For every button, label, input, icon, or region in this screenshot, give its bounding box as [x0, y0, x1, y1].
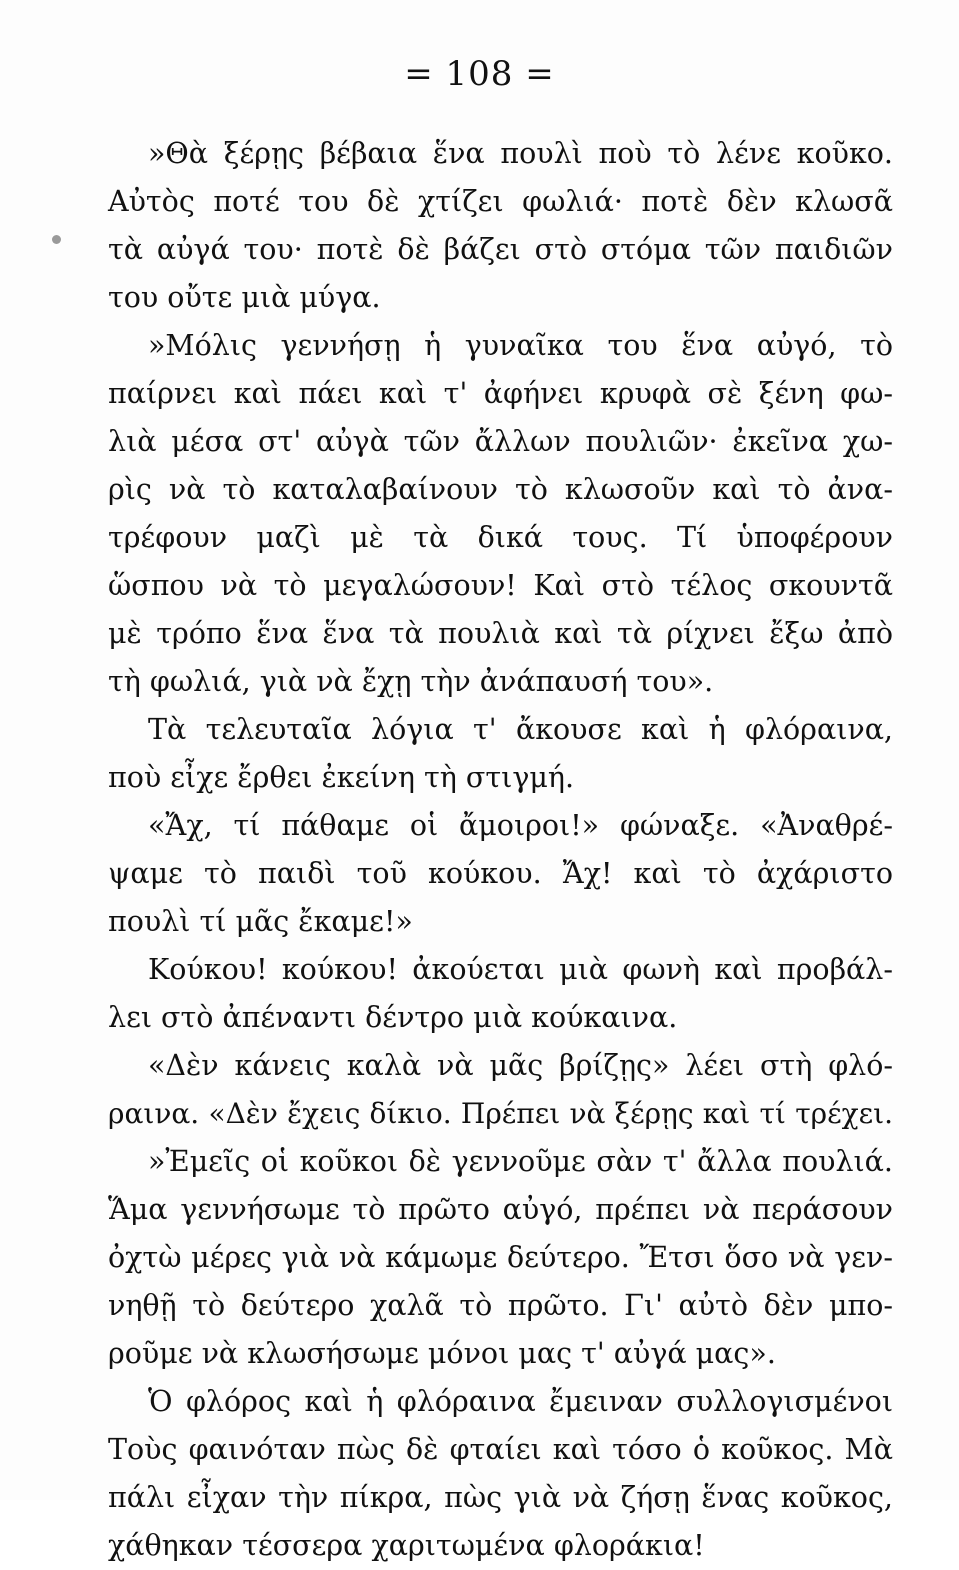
text-line: Τὰ τελευταῖα λόγια τ' ἄκουσε καὶ ἡ φλόραινα, — [148, 713, 893, 746]
text-line: τρέφουν μαζὶ μὲ τὰ δικά τους. Τί ὑποφέρουν — [108, 521, 893, 554]
text-line: λει στὸ ἀπέναντι δέντρο μιὰ κούκαινα. — [108, 1001, 678, 1034]
text-line: τὰ αὐγά του· ποτὲ δὲ βάζει στὸ στόμα τῶν παιδιῶν — [108, 233, 893, 266]
text-line: »Θὰ ξέρῃς βέβαια ἕνα πουλὶ ποὺ τὸ λένε κοῦκο. — [148, 137, 893, 170]
text-line: του οὔτε μιὰ μύγα. — [108, 281, 381, 314]
text-line: παίρνει καὶ πάει καὶ τ' ἀφήνει κρυφὰ σὲ ξένη φω- — [108, 377, 893, 410]
text-line: ψαμε τὸ παιδὶ τοῦ κούκου. Ἄχ! καὶ τὸ ἀχάριστο — [108, 857, 893, 890]
page-number: = 108 = — [404, 54, 555, 94]
text-line: ὀχτὼ μέρες γιὰ νὰ κάμωμε δεύτερο. Ἔτσι ὅσο νὰ γεν- — [108, 1241, 893, 1274]
body-text — [108, 130, 893, 1570]
text-line: «Ἄχ, τί πάθαμε οἱ ἄμοιροι!» φώναξε. «Ἀναθρέ- — [148, 809, 893, 842]
text-line: πάλι εἶχαν τὴν πίκρα, πὼς γιὰ νὰ ζήσῃ ἕνας κοῦκος, — [108, 1481, 893, 1514]
text-line: Ὁ φλόρος καὶ ἡ φλόραινα ἔμειναν συλλογισμένοι — [148, 1385, 893, 1418]
text-line: »Μόλις γεννήσῃ ἡ γυναῖκα του ἕνα αὐγό, τὸ — [148, 329, 893, 362]
text-line: »Ἐμεῖς οἱ κοῦκοι δὲ γεννοῦμε σὰν τ' ἄλλα πουλιά. — [148, 1145, 893, 1178]
text-line: ὥσπου νὰ τὸ μεγαλώσουν! Καὶ στὸ τέλος σκουντᾶ — [108, 569, 893, 602]
text-line: Ἅμα γεννήσωμε τὸ πρῶτο αὐγό, πρέπει νὰ περάσουν — [108, 1193, 893, 1226]
scan-speck — [52, 235, 61, 244]
text-line: νηθῇ τὸ δεύτερο χαλᾶ τὸ πρῶτο. Γι' αὐτὸ δὲν μπο- — [108, 1289, 893, 1322]
text-line: χάθηκαν τέσσερα χαριτωμένα φλοράκια! — [108, 1529, 705, 1562]
text-line: ρὶς νὰ τὸ καταλαβαίνουν τὸ κλωσοῦν καὶ τὸ ἀνα- — [108, 473, 893, 506]
text-line: ροῦμε νὰ κλωσήσωμε μόνοι μας τ' αὐγά μας». — [108, 1337, 776, 1370]
text-line: τὴ φωλιά, γιὰ νὰ ἔχῃ τὴν ἀνάπαυσή του». — [108, 665, 714, 698]
text-line: Αὐτὸς ποτέ του δὲ χτίζει φωλιά· ποτὲ δὲν κλωσᾶ — [108, 185, 893, 218]
text-line: λιὰ μέσα στ' αὐγὰ τῶν ἄλλων πουλιῶν· ἐκεῖνα χω- — [108, 425, 893, 458]
text-line: «Δὲν κάνεις καλὰ νὰ μᾶς βρίζῃς» λέει στὴ φλό- — [148, 1049, 893, 1082]
text-line: ποὺ εἶχε ἔρθει ἐκείνη τὴ στιγμή. — [108, 761, 575, 794]
text-line: πουλὶ τί μᾶς ἔκαμε!» — [108, 905, 413, 938]
text-line: Κούκου! κούκου! ἀκούεται μιὰ φωνὴ καὶ προβάλ- — [148, 953, 893, 986]
text-line: Τοὺς φαινόταν πὼς δὲ φταίει καὶ τόσο ὁ κοῦκος. Μὰ — [108, 1433, 893, 1466]
text-line: ραινα. «Δὲν ἔχεις δίκιο. Πρέπει νὰ ξέρῃς καὶ τί τρέχει. — [108, 1097, 893, 1130]
text-line: μὲ τρόπο ἕνα ἕνα τὰ πουλιὰ καὶ τὰ ρίχνει ἔξω ἀπὸ — [108, 617, 893, 650]
